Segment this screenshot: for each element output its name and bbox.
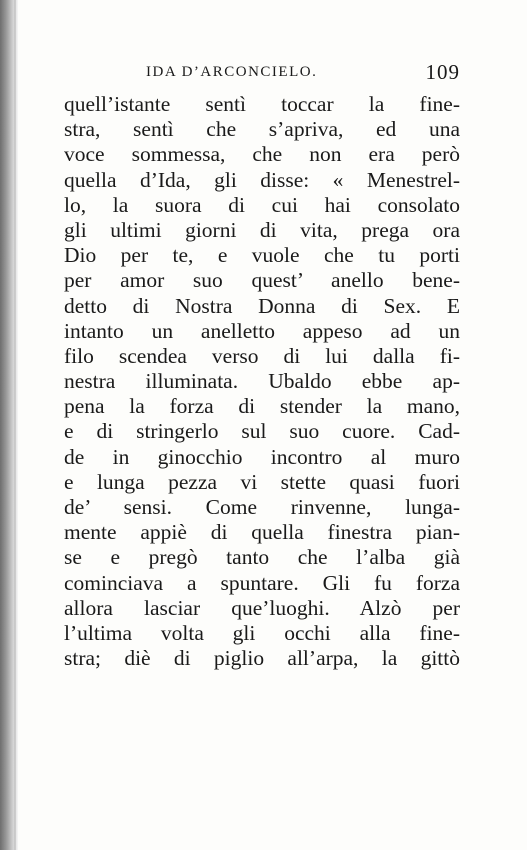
text-line: Dio per te, e vuole che tu porti [64,243,460,268]
text-line: stra; diè di piglio all’arpa, la gittò [64,646,460,671]
text-line: intanto un anelletto appeso ad un [64,318,460,343]
running-title: IDA D’ARCONCIELO. [146,64,318,80]
text-line: lo, la suora di cui hai consolato [64,192,460,217]
text-line: quella d’Ida, gli disse: « Menestrel- [64,167,460,192]
text-line: detto di Nostra Donna di Sex. E [64,293,460,318]
text-line: voce sommessa, che non era però [64,142,460,167]
text-line: quell’istante sentì toccar la fine- [64,92,460,116]
text-line: e di stringerlo sul suo cuore. Cad- [64,419,460,444]
text-line: cominciava a spuntare. Gli fu forza [64,570,460,595]
text-line: pena la forza di stender la mano, [64,394,460,419]
text-line: per amor suo quest’ anello bene- [64,268,460,293]
text-line: allora lasciar que’luoghi. Alzò per [64,595,460,620]
text-line: mente appiè di quella finestra pian- [64,520,460,545]
text-line: de’ sensi. Come rinvenne, lunga- [64,495,460,519]
text-line: se e pregò tanto che l’alba già [64,545,460,570]
page-header [64,62,460,88]
text-line: de in ginocchio incontro al muro [64,444,460,469]
text-line: filo scendea verso di lui dalla fi- [64,343,460,368]
page-number: 109 [425,60,460,84]
text-line: nestra illuminata. Ubaldo ebbe ap- [64,369,460,394]
text-line: l’ultima volta gli occhi alla fine- [64,620,460,645]
text-line: e lunga pezza vi stette quasi fuori [64,469,460,494]
text-line: stra, sentì che s’apriva, ed una [64,117,460,142]
body-text [64,92,460,671]
text-line: gli ultimi giorni di vita, prega ora [64,217,460,242]
page-edge-line [14,0,16,850]
